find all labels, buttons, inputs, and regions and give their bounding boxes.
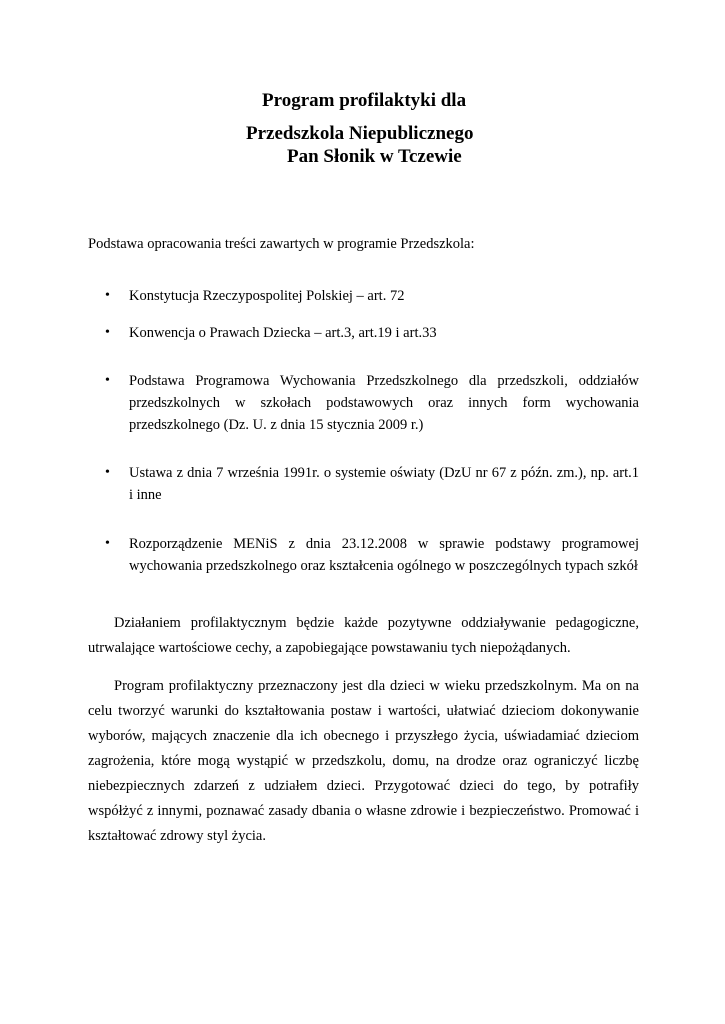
list-item-text: Podstawa Programowa Wychowania Przedszkolnego dla przedszkoli, oddziałów przedszkolnych w szkołach podstawowych oraz innych form wychowania przedszkolnego (Dz. U. z dnia 15 stycznia 2009 r.) [129, 373, 639, 433]
intro-text: Podstawa opracowania treści zawartych w programie Przedszkola: [88, 236, 475, 252]
paragraph: Działaniem profilaktycznym będzie każde pozytywne oddziaływanie pedagogiczne, utrwalające wartościowe cechy, a zapobiegające powstawaniu tych niepożądanych. [88, 615, 639, 656]
bullet-icon: • [105, 288, 110, 303]
title-line-3: Pan Słonik w Tczewie [287, 146, 462, 167]
list-item [105, 462, 639, 506]
list-item-text: Ustawa z dnia 7 września 1991r. o systemie oświaty (DzU nr 67 z późn. zm.), np. art.1 i inne [129, 465, 639, 503]
list-item-text: Rozporządzenie MENiS z dnia 23.12.2008 w sprawie podstawy programowej wychowania przedszkolnego oraz kształcenia ogólnego w poszczególnych typach szkół [129, 536, 639, 574]
list-item-text: Konstytucja Rzeczypospolitej Polskiej – art. 72 [129, 288, 405, 304]
list-item [105, 533, 639, 577]
list-item [105, 370, 639, 436]
bullet-icon: • [105, 536, 110, 551]
list-item [105, 285, 639, 307]
title-line-1: Program profilaktyki dla [262, 90, 467, 111]
list-item [105, 322, 639, 344]
list-item-text: Konwencja o Prawach Dziecka – art.3, art.19 i art.33 [129, 325, 437, 341]
paragraph: Program profilaktyczny przeznaczony jest dla dzieci w wieku przedszkolnym. Ma on na celu tworzyć warunki do kształtowania postaw i wartości, ułatwiać dzieciom dokonywanie wyborów, mających znaczenie dla ich obecnego i przyszłego życia, uświadamiać dzieciom zagrożenia, które mogą wystąpić w przedszkolu, domu, na drodze oraz ograniczyć liczbę niebezpiecznych zdarzeń z udziałem dzieci. Przygotować dzieci do tego, by potrafiły współżyć z innymi, poznawać zasady dbania o własne zdrowie i bezpieczeństwo. Promować i kształtować zdrowy styl życia. [88, 678, 639, 844]
title-line-2: Przedszkola Niepublicznego [246, 123, 474, 144]
bullet-icon: • [105, 465, 110, 480]
bullet-icon: • [105, 325, 110, 340]
bullet-icon: • [105, 373, 110, 388]
